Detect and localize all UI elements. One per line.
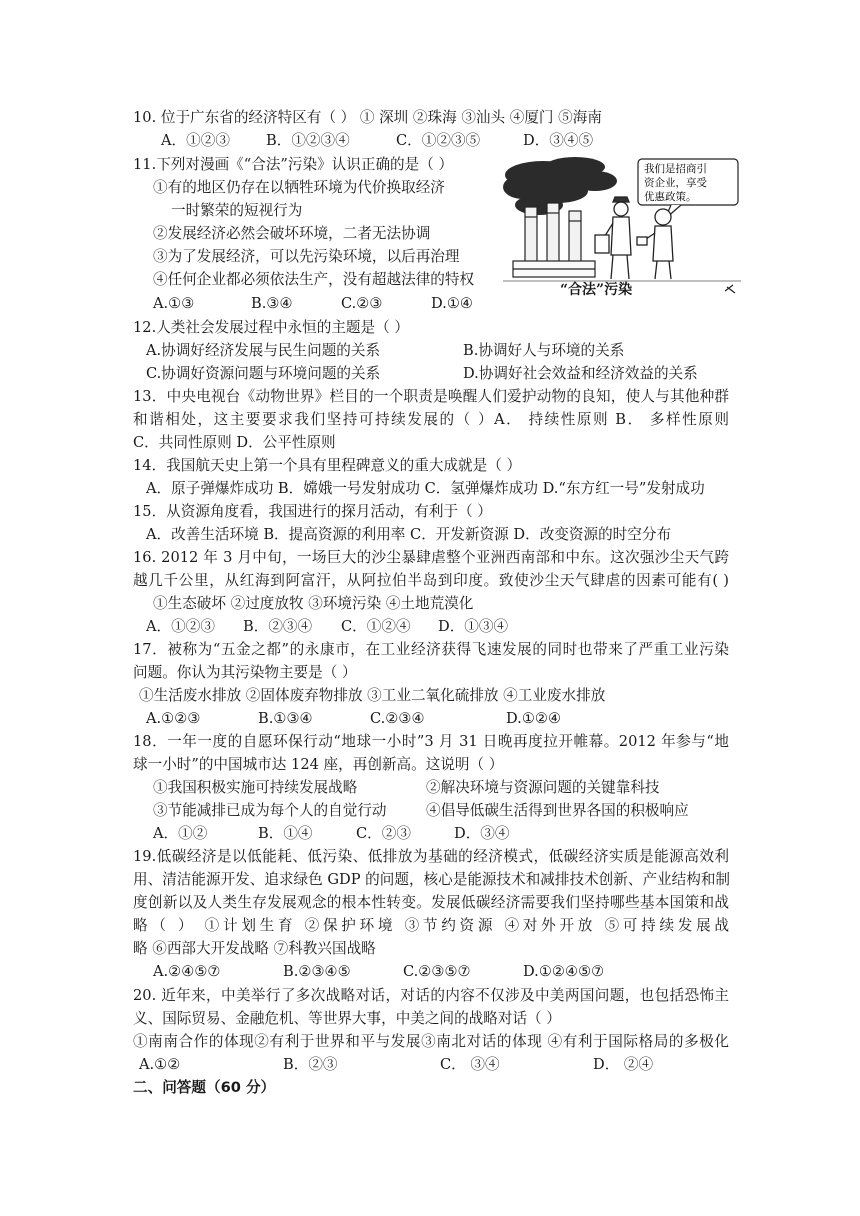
q16-line: 16. 2012 年 3 月中旬，一场巨大的沙尘暴肆虐整个亚洲西南部和中东。这次强沙尘天气跨 [133, 549, 729, 566]
q16-items: ①生态破坏 ②过度放牧 ③环境污染 ④土地荒漠化 [153, 595, 474, 612]
q17-option-c: C.②③④ [370, 710, 425, 727]
q20-line: 义、国际贸易、金融危机、等世界大事，中美之间的战略对话（ ） [133, 1010, 561, 1027]
q12-option-b: B.协调好人与环境的关系 [463, 342, 625, 359]
q11-option-b: B.③④ [251, 295, 293, 312]
q11-stem: 11.下列对漫画《“合法”污染》认识正确的是（ ） [133, 156, 454, 173]
q16-option-d: D．①③④ [438, 618, 509, 635]
q12-option-a: A.协调好经济发展与民生问题的关系 [146, 342, 381, 359]
q11-option-a: A.①③ [153, 295, 195, 312]
q16-option-c: C．①②④ [341, 618, 411, 635]
bubble-line-2: 资企业，享受 [644, 177, 707, 189]
q18-item: ②解决环境与资源问题的关键靠科技 [426, 779, 660, 796]
inspector-figure [595, 197, 631, 279]
q14-stem: 14．我国航天史上第一个具有里程碑意义的重大成就是（ ） [133, 457, 522, 474]
q19-option-c: C.②③⑤⑦ [403, 963, 471, 980]
q11-item: ④任何企业都必须依法生产，没有超越法律的特权 [153, 271, 475, 288]
q18-option-c: C．②③ [356, 825, 411, 842]
q19-line: 略 ⑥西部大开发战略 ⑦科教兴国战略 [133, 940, 376, 957]
q15-stem: 15．从资源角度看，我国进行的探月活动，有利于（ ） [133, 503, 492, 520]
q11-item: ②发展经济必然会破坏环境，二者无法协调 [153, 225, 431, 242]
speech-bubble [638, 159, 738, 219]
q13-line: 和谐相处，这主要要求我们坚持可持续发展的（ ）A． 持续性原则 B． 多样性原则 [133, 411, 729, 428]
q18-line: 球一小时”的中国城市达 124 座，再创新高。这说明（ ） [133, 756, 504, 773]
q19-option-d: D.①②④⑤⑦ [523, 963, 605, 980]
q18-item: ④倡导低碳生活得到世界各国的积极响应 [426, 802, 689, 819]
q18-option-a: A．①② [153, 825, 208, 842]
q20-option-b: B．②③ [283, 1056, 338, 1073]
q20-option-d: D． ②④ [593, 1056, 654, 1073]
chimney-stacks [525, 203, 581, 263]
bubble-line-3: 优惠政策。 [644, 191, 697, 203]
cartoon-caption: “合法”污染 [560, 282, 633, 298]
q11-option-c: C.②③ [341, 295, 383, 312]
q16-option-b: B．②③④ [243, 618, 313, 635]
q11-item: ①有的地区仍存在以牺牲环境为代价换取经济 [153, 179, 445, 196]
section-heading: 二、问答题（60 分） [133, 1079, 276, 1096]
bubble-line-1: 我们是招商引 [644, 163, 707, 175]
q13-line: C．共同性原则 D．公平性原则 [133, 434, 336, 451]
q19-line: 度创新以及人类生存发展观念的根本性转变。发展低碳经济需要我们坚持哪些基本国策和战 [133, 894, 729, 911]
q17-line: 17．被称为“五金之都”的永康市，在工业经济获得飞速发展的同时也带来了严重工业污染 [133, 641, 729, 658]
q10-option-c: C．①②③⑤ [396, 132, 481, 149]
q10-option-a: A．①②③ [161, 132, 230, 149]
q16-option-a: A．①②③ [146, 618, 215, 635]
q19-line: 略（ ） ①计划生育 ②保护环境 ③节约资源 ④对外开放 ⑤可持续发展战 [133, 917, 729, 934]
smoke-cloud [503, 157, 617, 215]
q12-option-d: D.协调好社会效益和经济效益的关系 [463, 365, 698, 382]
q11-item: 一时繁荣的短视行为 [171, 202, 303, 219]
q17-items: ①生活废水排放 ②固体废弃物排放 ③工业二氧化硫排放 ④工业废水排放 [139, 687, 606, 704]
q10-option-d: D．③④⑤ [523, 132, 594, 149]
q19-option-b: B.②③④⑤ [283, 963, 351, 980]
q20-option-c: C． ③④ [440, 1056, 500, 1073]
q17-option-a: A.①②③ [146, 710, 201, 727]
artist-signature [725, 285, 735, 293]
businessman-figure [637, 209, 673, 279]
q12-option-c: C.协调好资源问题与环境问题的关系 [146, 365, 381, 382]
q17-line: 问题。你认为其污染物主要是（ ） [133, 664, 357, 681]
q20-line: ①南南合作的体现②有利于世界和平与发展③南北对话的体现 ④有利于国际格局的多极化 [133, 1033, 729, 1050]
q10-stem: 10. 位于广东省的经济特区有（ ） ① 深圳 ②珠海 ③汕头 ④厦门 ⑤海南 [133, 109, 602, 126]
q18-item: ①我国积极实施可持续发展战略 [153, 779, 358, 796]
q11-item: ③为了发展经济，可以先污染环境，以后再治理 [153, 248, 460, 265]
q18-item: ③节能减排已成为每个人的自觉行动 [153, 802, 387, 819]
q17-option-b: B.①③④ [258, 710, 313, 727]
q18-option-b: B．①④ [258, 825, 313, 842]
q15-options: A．改善生活环境 B．提高资源的利用率 C．开发新资源 D．改变资源的时空分布 [146, 526, 672, 543]
q13-line: 13．中央电视台《动物世界》栏目的一个职责是唤醒人们爱护动物的良知，使人与其他种群 [133, 388, 729, 405]
q18-option-d: D．③④ [454, 825, 510, 842]
q12-stem: 12.人类社会发展过程中永恒的主题是（ ） [133, 319, 409, 336]
q16-line: 越几千公里，从红海到阿富汗，从阿拉伯半岛到印度。致使沙尘天气肆虐的因素可能有( ) [133, 572, 729, 589]
factory-building [513, 261, 595, 277]
q20-option-a: A.①② [139, 1056, 181, 1073]
q10-option-b: B．①②③④ [266, 132, 350, 149]
q19-option-a: A.②④⑤⑦ [153, 963, 221, 980]
q19-line: 用、清洁能源开发、追求绿色 GDP 的问题，核心是能源技术和减排技术创新、产业结构和制 [133, 871, 731, 888]
q17-option-d: D.①②④ [506, 710, 562, 727]
q20-line: 20. 近年来，中美举行了多次战略对话，对话的内容不仅涉及中美两国问题，也包括恐怖主 [133, 987, 729, 1004]
q14-options: A．原子弹爆炸成功 B．嫦娥一号发射成功 C．氢弹爆炸成功 D.“东方红一号”发射成功 [146, 480, 705, 497]
q19-line: 19.低碳经济是以低能耗、低污染、低排放为基础的经济模式，低碳经济实质是能源高效利 [133, 848, 729, 865]
q11-option-d: D.①④ [431, 295, 473, 312]
q18-line: 18．一年一度的自愿环保行动“地球一小时”3 月 31 日晚再度拉开帷幕。2012 年参与“地 [133, 733, 729, 750]
